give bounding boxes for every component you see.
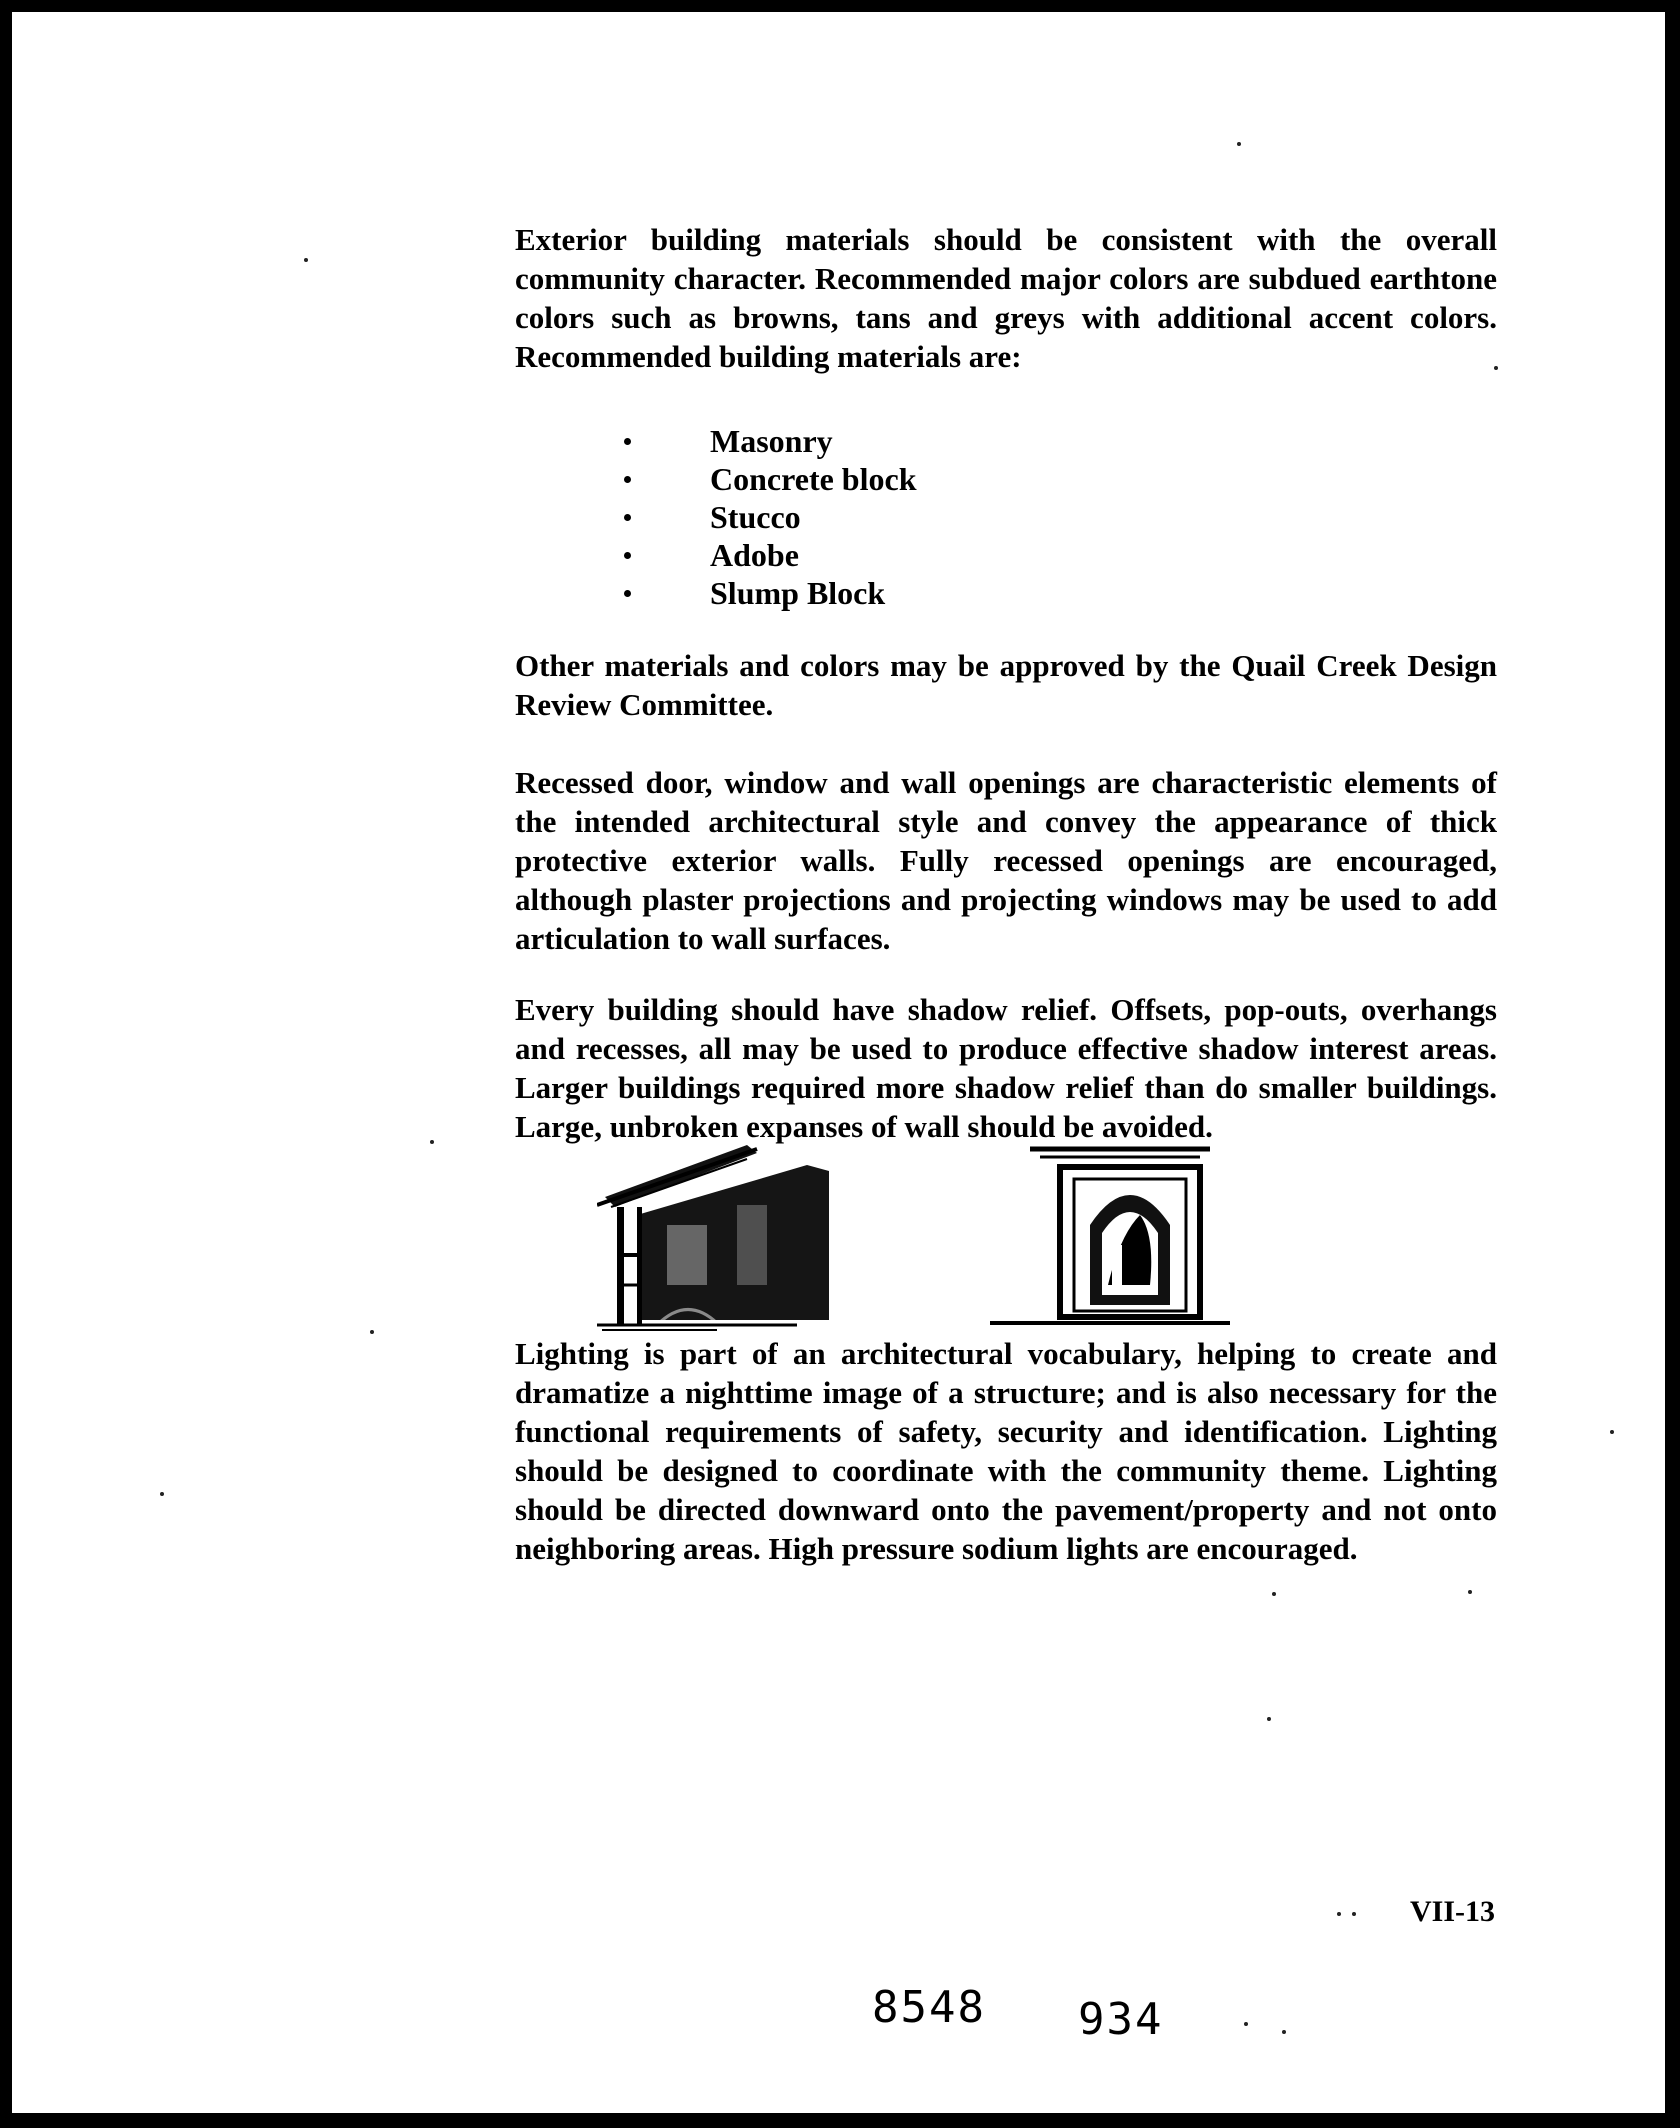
page-number: VII-13 [1410,1895,1496,1928]
bullet-icon [624,514,631,521]
scan-speck [430,1140,434,1144]
list-item [612,574,916,612]
scan-speck [304,258,308,262]
scan-speck [1610,1430,1614,1434]
list-item-label: Masonry [710,423,833,459]
lighting-paragraph: Lighting is part of an architectural vocabulary, helping to create and dramatize a nighttime image of a structure; and is also necessary for the functional requirements of safety, security and identification. Lighting should be designed to coordinate with the community theme. Lighting should be directed downward onto the pavement/property and not onto neighboring areas. High pressure sodium lights are encouraged. [515,1336,1497,1566]
scan-speck [1237,142,1241,146]
bullet-icon [624,438,631,445]
bullet-icon [624,590,631,597]
scan-speck [1468,1590,1472,1594]
scan-speck [160,1492,164,1496]
list-item-label: Slump Block [710,575,886,611]
scan-speck [1272,1592,1276,1596]
list-item-label: Concrete block [710,461,917,497]
recessed-doorway-sketch [990,1145,1230,1330]
list-item [612,460,916,498]
document-page [12,12,1665,2113]
list-item-label: Stucco [710,499,801,535]
list-item [612,422,916,460]
list-item [612,498,916,536]
scan-speck [1282,2030,1286,2034]
scan-speck [1244,2022,1248,2026]
scan-speck [370,1330,374,1334]
bates-number: 8548 [872,1982,986,2033]
list-item-label: Adobe [710,537,799,573]
list-item [612,536,916,574]
shadow-relief-paragraph: Every building should have shadow relief. Offsets, pop-outs, overhangs and recesses, all may be used to produce effective shadow interest areas. Larger buildings required more shadow relief than do smaller buildings. Large, unbroken expanses of wall should be avoided. [515,992,1497,1144]
overhang-building-sketch [597,1145,833,1332]
materials-list [612,422,916,612]
scan-speck [1352,1912,1356,1916]
exterior-materials-paragraph: Exterior building materials should be consistent with the overall community character. Recommended major colors are subdued earthtone colors such as browns, tans and greys with additional accent colors. Recommended building materials are: [515,222,1497,374]
bullet-icon [624,552,631,559]
recessed-openings-paragraph: Recessed door, window and wall openings are characteristic elements of the intended architectural style and convey the appearance of thick protective exterior walls. Fully recessed openings are encouraged, although plaster projections and projecting windows may be used to add articulation to wall surfaces. [515,765,1497,956]
scan-speck [1494,366,1498,370]
bullet-icon [624,476,631,483]
scan-speck [1337,1912,1341,1916]
scan-speck [1267,1717,1271,1721]
other-materials-paragraph: Other materials and colors may be approved by the Quail Creek Design Review Committee. [515,648,1497,722]
bates-number: 934 [1078,1994,1164,2045]
